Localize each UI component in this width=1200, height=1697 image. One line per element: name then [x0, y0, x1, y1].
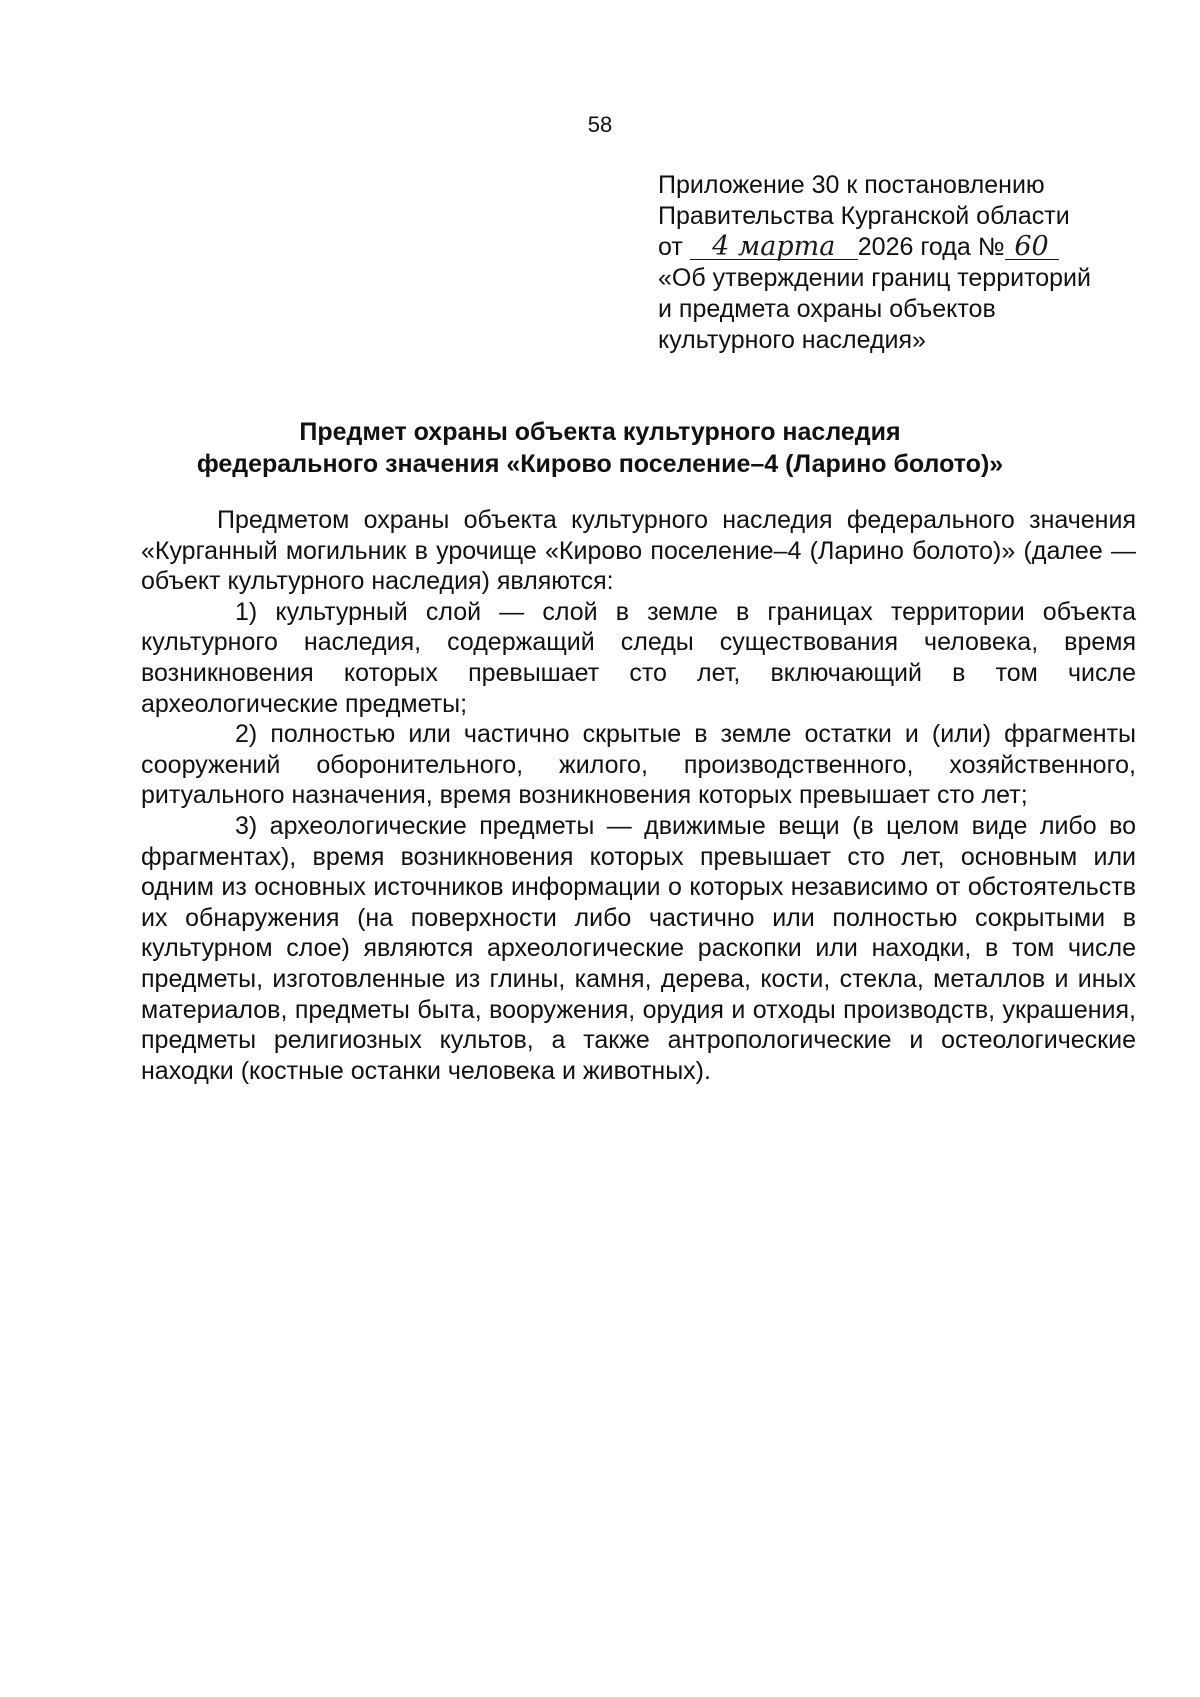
page-number: 58	[587, 112, 613, 137]
handwritten-date: 4 марта	[690, 235, 858, 260]
document-title	[100, 416, 1100, 480]
appendix-line-2: Правительства Курганской области	[658, 202, 1070, 230]
handwritten-number: 60	[1005, 235, 1059, 260]
appendix-line-1: Приложение 30 к постановлению	[658, 171, 1045, 199]
intro-paragraph: Предметом охраны объекта культурного наследия федерального значения «Курганный могильник в урочище «Кирово поселение–4 (Ларино болото)» (далее — объект культурного наследия) являются:	[141, 506, 1136, 596]
appendix-header	[658, 170, 1128, 356]
from-prefix: от	[658, 233, 683, 261]
title-line-1: Предмет охраны объекта культурного наследия	[299, 418, 901, 446]
year-text: 2026 года №	[857, 233, 1005, 261]
document-body	[141, 505, 1136, 1086]
list-item: 2) полностью или частично скрытые в земле остатки и (или) фрагменты сооружений оборонительного, жилого, производственного, хозяйственного, ритуального назначения, время возникновения которых превышает сто лет;	[141, 720, 1136, 810]
appendix-subject-line-3: культурного наследия»	[658, 326, 926, 354]
appendix-date-line	[658, 232, 1128, 263]
appendix-subject-line-2: и предмета охраны объектов	[658, 295, 996, 323]
list-item: 1) культурный слой — слой в земле в границах территории объекта культурного наследия, содержащий следы существования человека, время возникновения которых превышает сто лет, включающий в том числе археологические предметы;	[141, 597, 1136, 718]
title-line-2: федерального значения «Кирово поселение–4 (Ларино болото)»	[196, 450, 1004, 478]
list-item: 3) археологические предметы — движимые вещи (в целом виде либо во фрагментах), время возникновения которых превышает сто лет, основным или одним из основных источников информации о которых независимо от обстоятельств их обнаружения (на поверхности либо частично или полностью сокрытыми в культурном слое) являются археологические раскопки или находки, в том числе предметы, изготовленные из глины, камня, дерева, кости, стекла, металлов и иных материалов, предметы быта, вооружения, орудия и отходы производств, украшения, предметы религиозных культов, а также антропологические и остеологические находки (костные останки человека и животных).	[141, 811, 1136, 1085]
appendix-subject-line-1: «Об утверждении границ территорий	[658, 264, 1091, 292]
